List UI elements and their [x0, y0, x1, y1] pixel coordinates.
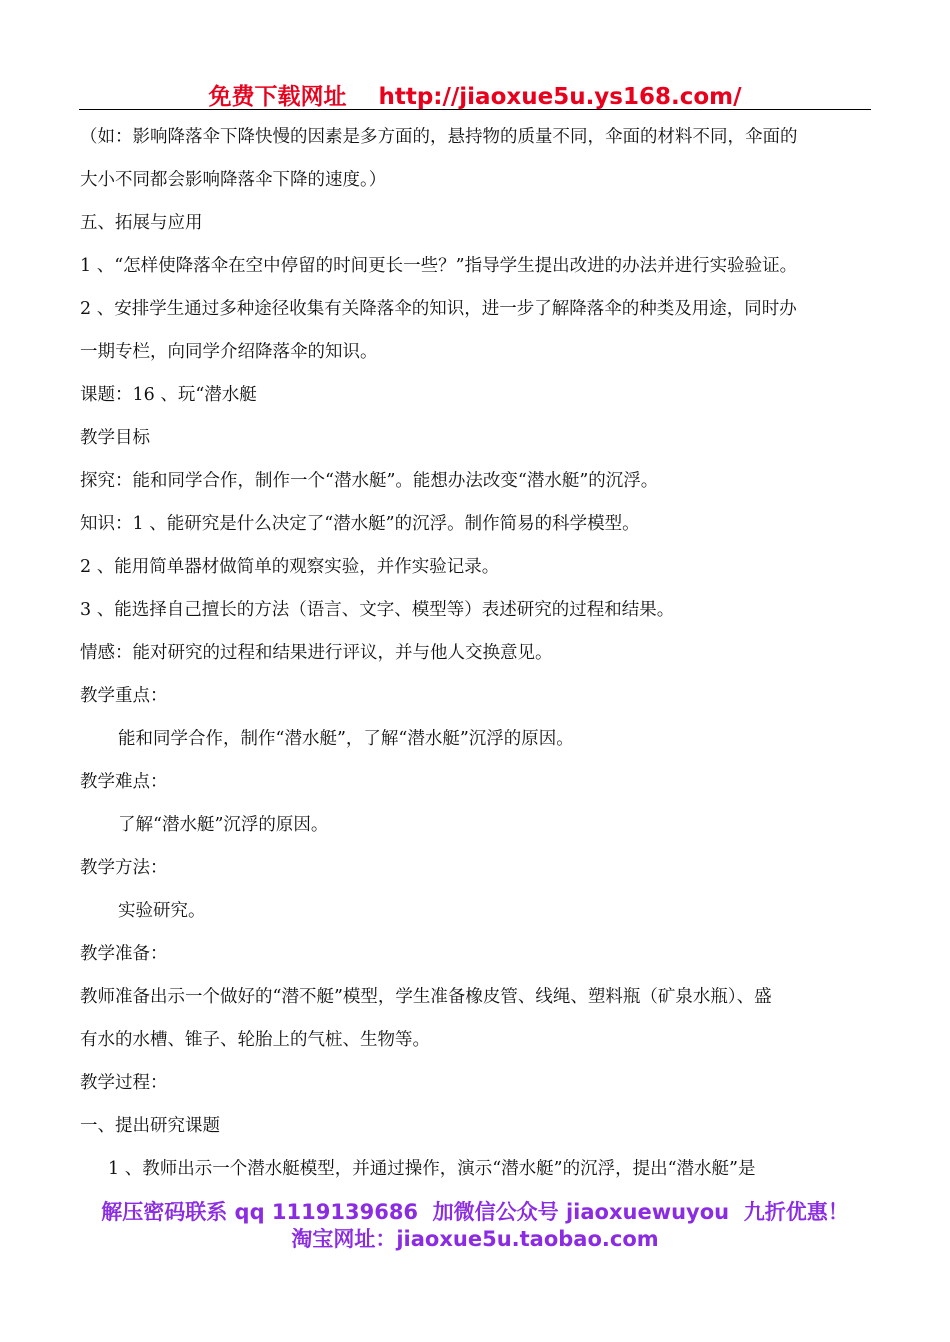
heading-objectives: 教学目标: [80, 428, 150, 448]
process-step-1: 1 、教师出示一个潜水艇模型，并通过操作，演示“潜水艇”的沉浮，提出“潜水艇”是: [108, 1159, 756, 1179]
body-line-2: 大小不同都会影响降落伞下降的速度。）: [80, 170, 387, 190]
footer-taobao-line: 淘宝网址：jiaoxue5u.taobao.com: [291, 1227, 659, 1251]
heading-difficulties: 教学难点：: [80, 772, 168, 792]
preparation-text-2: 有水的水槽、锥子、轮胎上的气桩、生物等。: [80, 1030, 430, 1050]
objective-knowledge-2: 2 、能用简单器材做简单的观察实验，并作实验记录。: [80, 557, 500, 577]
objective-knowledge-3: 3 、能选择自己擅长的方法（语言、文字、模型等）表述研究的过程和结果。: [80, 600, 675, 620]
body-line-5: 2 、安排学生通过多种途径收集有关降落伞的知识，进一步了解降落伞的种类及用途，同时办: [80, 299, 797, 319]
heading-methods: 教学方法：: [80, 858, 168, 878]
objective-knowledge-1: 知识：1 、能研究是什么决定了“潜水艇”的沉浮。制作简易的科学模型。: [80, 514, 640, 534]
footer-contact-line: 解压密码联系 qq 1119139686 加微信公众号 jiaoxuewuyou 九折优惠！: [101, 1200, 849, 1224]
objective-explore: 探究：能和同学合作，制作一个“潜水艇”。能想办法改变“潜水艇”的沉浮。: [80, 471, 659, 491]
methods-text: 实验研究。: [118, 901, 206, 921]
lesson-title: 课题：16 、玩“潜水艇: [80, 385, 257, 405]
heading-key-points: 教学重点：: [80, 686, 168, 706]
heading-preparation: 教学准备：: [80, 944, 168, 964]
body-line-6: 一期专栏，向同学介绍降落伞的知识。: [80, 342, 378, 362]
objective-emotion: 情感：能对研究的过程和结果进行评议，并与他人交换意见。: [80, 643, 553, 663]
difficulties-text: 了解“潜水艇”沉浮的原因。: [118, 815, 329, 835]
section-heading-topic: 一、提出研究课题: [80, 1116, 220, 1136]
preparation-text-1: 教师准备出示一个做好的“潜不艇”模型，学生准备橡皮管、线绳、塑料瓶（矿泉水瓶）、盛: [80, 987, 772, 1007]
section-heading-extension: 五、拓展与应用: [80, 213, 203, 233]
body-line-4: 1 、“怎样使降落伞在空中停留的时间更长一些？”指导学生提出改进的办法并进行实验验证。: [80, 256, 798, 276]
header-divider: [79, 109, 871, 110]
header-watermark-link: 免费下载网址 http://jiaoxue5u.ys168.com/: [208, 84, 742, 110]
key-points-text: 能和同学合作，制作“潜水艇”，了解“潜水艇”沉浮的原因。: [118, 729, 574, 749]
body-line-1: （如：影响降落伞下降快慢的因素是多方面的，悬持物的质量不同，伞面的材料不同，伞面的: [80, 127, 798, 147]
heading-process: 教学过程：: [80, 1073, 168, 1093]
